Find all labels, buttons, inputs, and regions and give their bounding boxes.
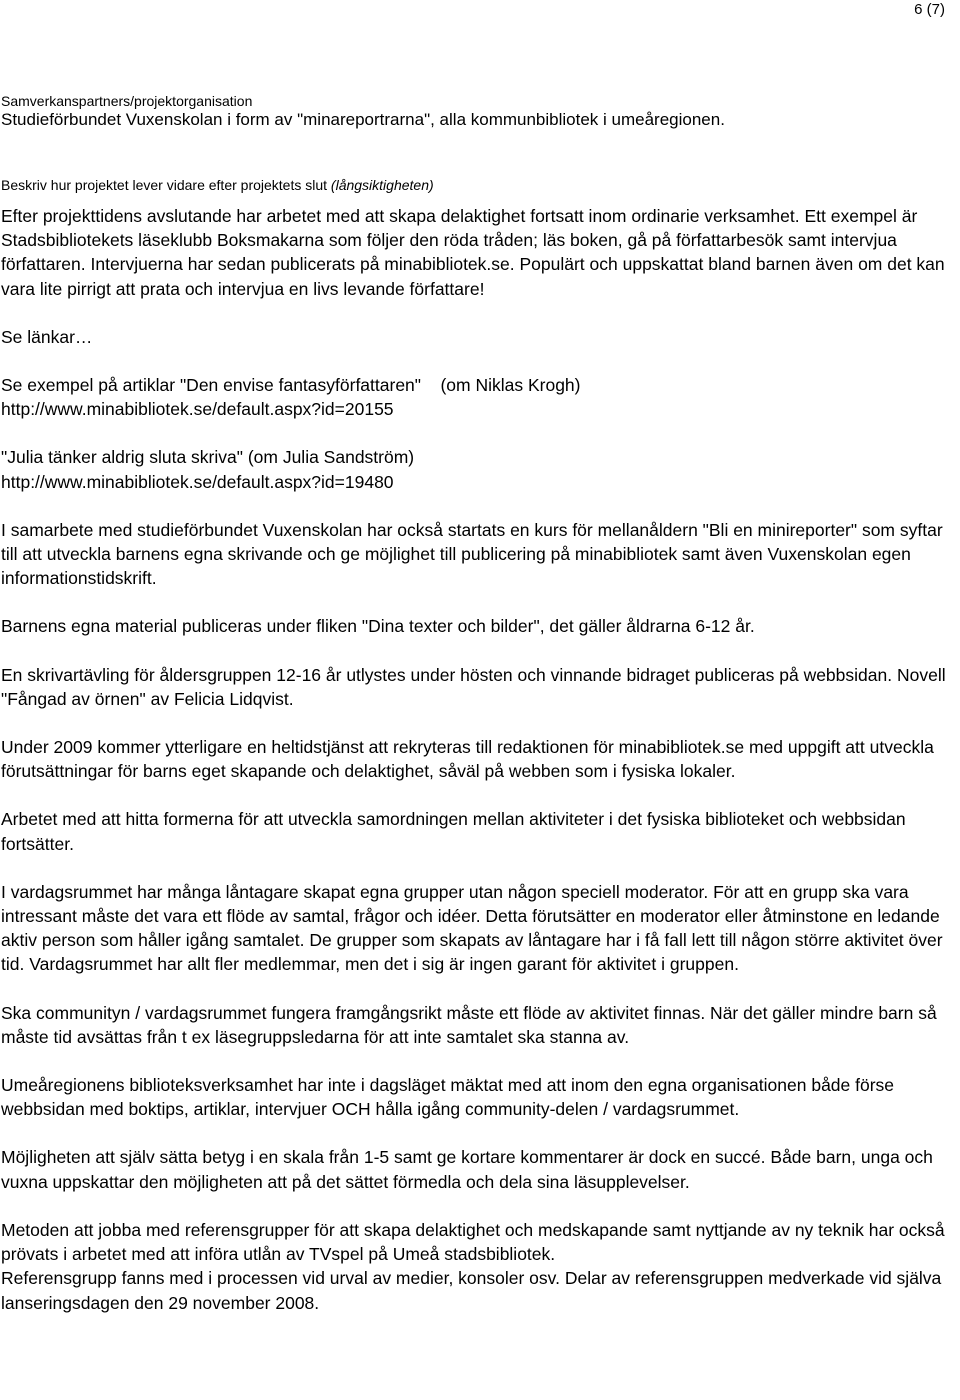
link-2-title: "Julia tänker aldrig sluta skriva" (om Julia Sandström) xyxy=(1,447,415,468)
longterm-label-main: Beskriv hur projektet lever vidare efter projektets slut xyxy=(1,177,331,193)
link-2-url[interactable]: http://www.minabibliotek.se/default.aspx?id=19480 xyxy=(1,471,394,492)
paragraph-see-links: Se länkar… xyxy=(1,326,93,347)
paragraph-2009-recruitment: Under 2009 kommer ytterligare en heltidstjänst att rekryteras till redaktionen för minabibliotek.se med uppgift att utveckla förutsättningar för barns eget skapande och delaktighet, såväl på webben som i fysiska lokaler. xyxy=(1,737,934,782)
partners-value: Studieförbundet Vuxenskolan i form av "minareportrarna", alla kommunbibliotek i umeåregionen. xyxy=(1,110,725,129)
paragraph-continuation: Efter projekttidens avslutande har arbetet med att skapa delaktighet fortsatt inom ordinarie verksamhet. Ett exempel är Stadsbibliotekets läseklubb Boksmakarna som följer den röda tråden; läs boken, gå på författarbesök samt intervjua författaren. Intervjuerna har sedan publicerats på minabibliotek.se. Populärt och uppskattat bland barnen även om det kan vara lite pirrigt att prata och intervjua en livs levande författare! xyxy=(1,206,945,299)
link-example-1 xyxy=(1,373,956,421)
paragraph-minireporter: I samarbete med studieförbundet Vuxenskolan har också startats en kurs för mellanåldern "Bli en minireporter" som syftar till att utveckla barnens egna skrivande och ge möjlighet till publicering på minabibliotek samt även Vuxenskolan egen informationstidskrift. xyxy=(1,519,943,589)
paragraph-vardagsrummet: I vardagsrummet har många låntagare skapat egna grupper utan någon speciell moderator. För att en grupp ska vara intressant måste det vara ett flöde av samtal, frågor och idéer. Detta förutsätter en moderator eller åtminstone en ledande aktiv person som håller igång samtalet. De grupper som skapats av låntagare har i få fall lett till någon större aktivitet över tid. Vardagsrummet har allt fler medlemmar, men det i sig är ingen garant för aktivitet i gruppen. xyxy=(1,881,943,975)
longterm-section xyxy=(1,177,956,194)
partners-label: Samverkanspartners/projektorganisation xyxy=(1,93,253,109)
paragraph-skrivartavling: En skrivartävling för åldersgruppen 12-16 år utlystes under hösten och vinnande bidraget publiceras på webbsidan. Novell "Fångad av örnen" av Felicia Lidqvist. xyxy=(1,664,946,709)
paragraph-referensgrupp-lansering: Referensgrupp fanns med i processen vid urval av medier, konsoler osv. Delar av referensgruppen medverkade vid själva lanseringsdagen den 29 november 2008. xyxy=(1,1268,942,1313)
paragraph-community: Ska communityn / vardagsrummet fungera framgångsrikt måste ett flöde av aktivitet finnas. När det gäller mindre barn så måste tid avsättas från t ex läsegruppsledarna för att inte samtalet ska stanna av. xyxy=(1,1002,937,1047)
paragraph-samordning: Arbetet med att hitta formerna för att utveckla samordningen mellan aktiviteter i det fysiska biblioteket och webbsidan fortsätter. xyxy=(1,809,906,854)
paragraph-dina-texter: Barnens egna material publiceras under fliken "Dina texter och bilder", det gäller åldrarna 6-12 år. xyxy=(1,616,755,637)
link-1-title-row xyxy=(1,373,956,397)
longterm-label xyxy=(1,177,956,194)
link-1-url[interactable]: http://www.minabibliotek.se/default.aspx?id=20155 xyxy=(1,399,394,420)
paragraph-umearegionen: Umeåregionens biblioteksverksamhet har inte i dagsläget mäktat med att inom den egna organisationen både förse webbsidan med boktips, artiklar, intervjuer OCH hålla igång community-delen / vardagsrummet. xyxy=(1,1075,895,1120)
page-number: 6 (7) xyxy=(914,1,945,18)
partners-section xyxy=(1,93,956,130)
link-1-title: Se exempel på artiklar "Den envise fantasyförfattaren" xyxy=(1,375,421,396)
paragraph-betyg: Möjligheten att själv sätta betyg i en skala från 1-5 samt ge kortare kommentarer är dock en succé. Både barn, unga och vuxna uppskattar den möjligheten att på det sättet förmedla och dela sina läsupplevelser. xyxy=(1,1147,933,1192)
link-example-2 xyxy=(1,445,956,493)
longterm-label-italic: (långsiktigheten) xyxy=(330,177,434,193)
document-body xyxy=(1,93,956,1315)
link-1-note: (om Niklas Krogh) xyxy=(440,375,581,396)
paragraph-referensgrupper: Metoden att jobba med referensgrupper för att skapa delaktighet och medskapande samt nyttjande av ny teknik har också prövats i arbetet med att införa utlån av TVspel på Umeå stadsbibliotek. xyxy=(1,1219,945,1265)
